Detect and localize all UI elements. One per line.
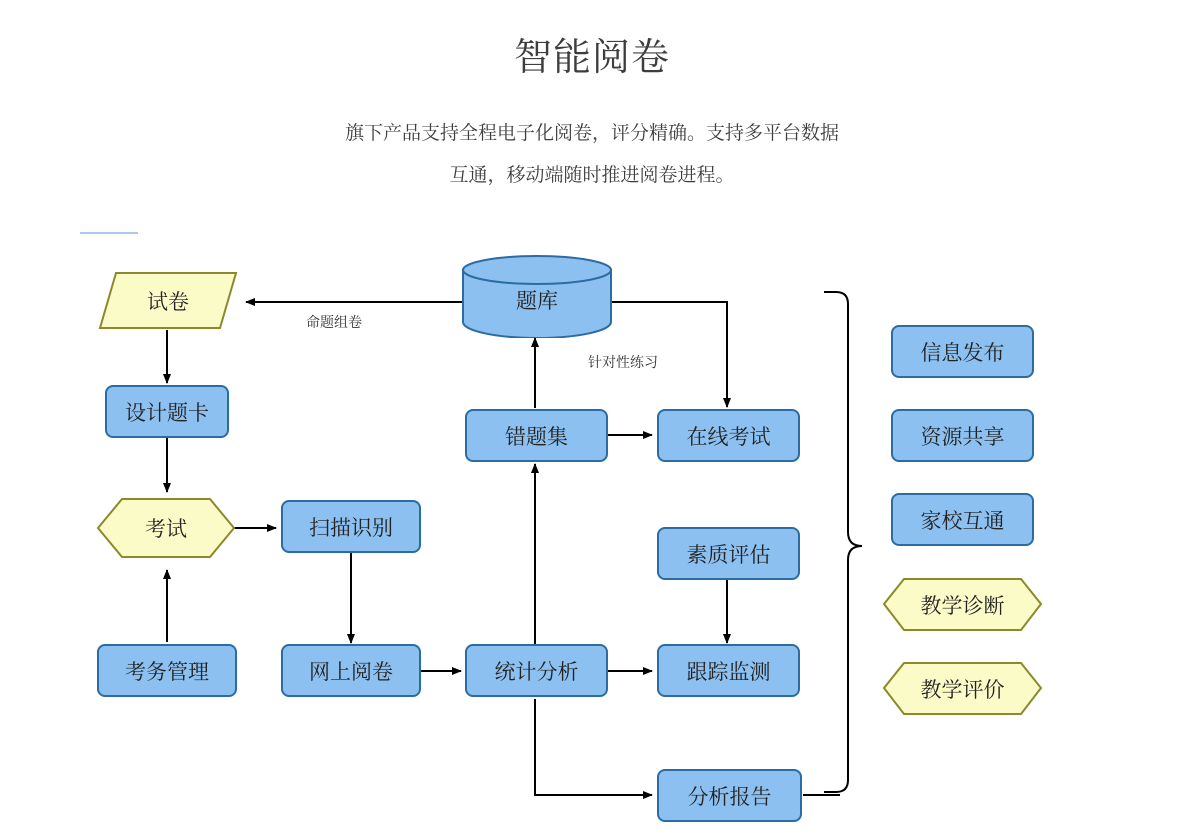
node-xinxifabu[interactable] <box>891 325 1034 378</box>
node-cuotiji-label: 错题集 <box>505 425 568 449</box>
node-ziyuangongxiang[interactable] <box>891 409 1034 462</box>
node-kaoshi-label: 考试 <box>145 518 187 541</box>
node-saomiaoshibie-label: 扫描识别 <box>309 516 393 540</box>
node-kaoshi[interactable] <box>96 497 236 559</box>
node-zaixiankaoshi[interactable] <box>657 409 800 462</box>
node-shejitika-label: 设计题卡 <box>125 401 209 425</box>
node-jiaxiaohutong[interactable] <box>891 493 1034 546</box>
edge-label-zhenduixinglianxi: 针对性练习 <box>588 354 658 370</box>
node-tongjifenxi-label: 统计分析 <box>494 660 579 684</box>
node-tiku-label: 题库 <box>516 290 558 313</box>
node-jiaoxuepingjia-label: 教学评价 <box>920 678 1005 702</box>
node-kaowuguanli-label: 考务管理 <box>125 660 209 684</box>
node-shijuan[interactable] <box>98 271 238 330</box>
node-saomiaoshibie[interactable] <box>281 500 421 553</box>
node-fenxibaogao-label: 分析报告 <box>687 785 772 809</box>
node-xinxifabu-label: 信息发布 <box>920 341 1005 365</box>
node-suzhipinggu-label: 素质评估 <box>686 543 771 567</box>
edge-label-mingtizujuan: 命题组卷 <box>306 314 362 330</box>
node-genzongjiance[interactable] <box>657 644 800 697</box>
node-wangshangyuejuan-label: 网上阅卷 <box>309 660 393 684</box>
node-jiaoxuezhenduan-label: 教学诊断 <box>920 594 1005 618</box>
node-cuotiji[interactable] <box>465 409 608 462</box>
node-genzongjiance-label: 跟踪监测 <box>686 660 771 684</box>
node-shejitika[interactable] <box>105 385 229 438</box>
node-shijuan-label: 试卷 <box>147 290 189 314</box>
node-zaixiankaoshi-label: 在线考试 <box>686 425 771 449</box>
node-tongjifenxi[interactable] <box>465 644 608 697</box>
node-ziyuangongxiang-label: 资源共享 <box>920 425 1005 449</box>
node-jiaoxuepingjia[interactable] <box>882 661 1043 716</box>
node-suzhipinggu[interactable] <box>657 527 800 580</box>
node-jiaxiaohutong-label: 家校互通 <box>920 509 1005 533</box>
node-jiaoxuezhenduan[interactable] <box>882 577 1043 632</box>
page-title: 智能阅卷 <box>513 37 670 79</box>
node-wangshangyuejuan[interactable] <box>281 644 421 697</box>
node-fenxibaogao[interactable] <box>657 769 802 822</box>
page-subtitle-line-1: 旗下产品支持全程电子化阅卷，评分精确。支持多平台数据 <box>344 123 839 144</box>
node-kaowuguanli[interactable] <box>97 644 237 697</box>
node-tiku[interactable] <box>461 254 613 338</box>
page-subtitle-line-2: 互通，移动端随时推进阅卷进程。 <box>449 165 735 186</box>
